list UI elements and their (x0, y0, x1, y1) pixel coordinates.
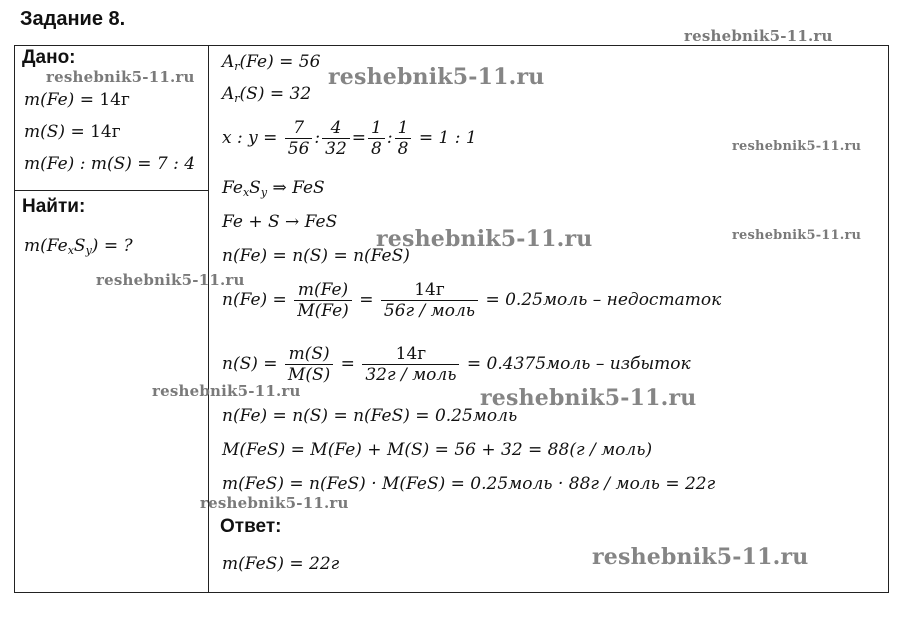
molar-mass-fes: M(FeS) = M(Fe) + M(S) = 56 + 32 = 88(г / моль) (222, 440, 653, 460)
watermark: reshebnik5-11.ru (152, 382, 301, 400)
given-find-divider (14, 190, 209, 191)
given-mass-fe: m(Fe) = 14г (24, 90, 130, 110)
answer-value: m(FeS) = 22г (222, 554, 340, 574)
moles-equality: n(Fe) = n(S) = n(FeS) (222, 246, 410, 266)
find-header: Найти: (22, 196, 86, 217)
watermark: reshebnik5-11.ru (592, 544, 809, 570)
watermark: reshebnik5-11.ru (732, 228, 862, 243)
watermark: reshebnik5-11.ru (684, 27, 833, 45)
watermark: reshebnik5-11.ru (46, 68, 195, 86)
watermark: reshebnik5-11.ru (96, 271, 245, 289)
moles-fe-calc: n(Fe) = $\frac{m(Fe)}{M(Fe)}$ = $\frac{14г}{\text{56г / моль}}$ = 0.25моль – недостаток (222, 280, 722, 321)
given-header: Дано: (22, 47, 76, 68)
atomic-mass-fe: $A_r(Fe) = 56$ (222, 52, 321, 73)
moles-fes: n(Fe) = n(S) = n(FeS) = 0.25моль (222, 406, 518, 426)
mole-ratio: x : y = $\frac{7}{56}$ : $\frac{4}{32}$ = $\frac{1}{8}$ : $\frac{1}{8}$ = 1 : 1 (222, 118, 477, 159)
watermark: reshebnik5-11.ru (200, 494, 349, 512)
given-ratio: m(Fe) : m(S) = 7 : 4 (24, 154, 196, 174)
watermark: reshebnik5-11.ru (732, 139, 862, 154)
moles-s-calc: n(S) = $\frac{m(S)}{M(S)}$ = $\frac{14г}{\text{32г / моль}}$ = 0.4375моль – избыток (222, 344, 691, 385)
find-target: $m(Fe_xS_y)$ = ? (24, 236, 133, 257)
given-mass-s: m(S) = 14г (24, 122, 121, 142)
empirical-formula: $Fe_xS_y$ ⇒ FeS (222, 178, 325, 199)
watermark: reshebnik5-11.ru (328, 64, 545, 90)
mass-fes-calc: m(FeS) = n(FeS) · M(FeS) = 0.25моль · 88г / моль = 22г (222, 474, 716, 494)
watermark: reshebnik5-11.ru (376, 226, 593, 252)
reaction-equation: Fe + S → FeS (222, 212, 338, 232)
watermark: reshebnik5-11.ru (480, 385, 697, 411)
answer-header: Ответ: (220, 516, 282, 537)
atomic-mass-s: $A_r(S) = 32$ (222, 84, 312, 105)
task-title: Задание 8. (20, 8, 126, 30)
